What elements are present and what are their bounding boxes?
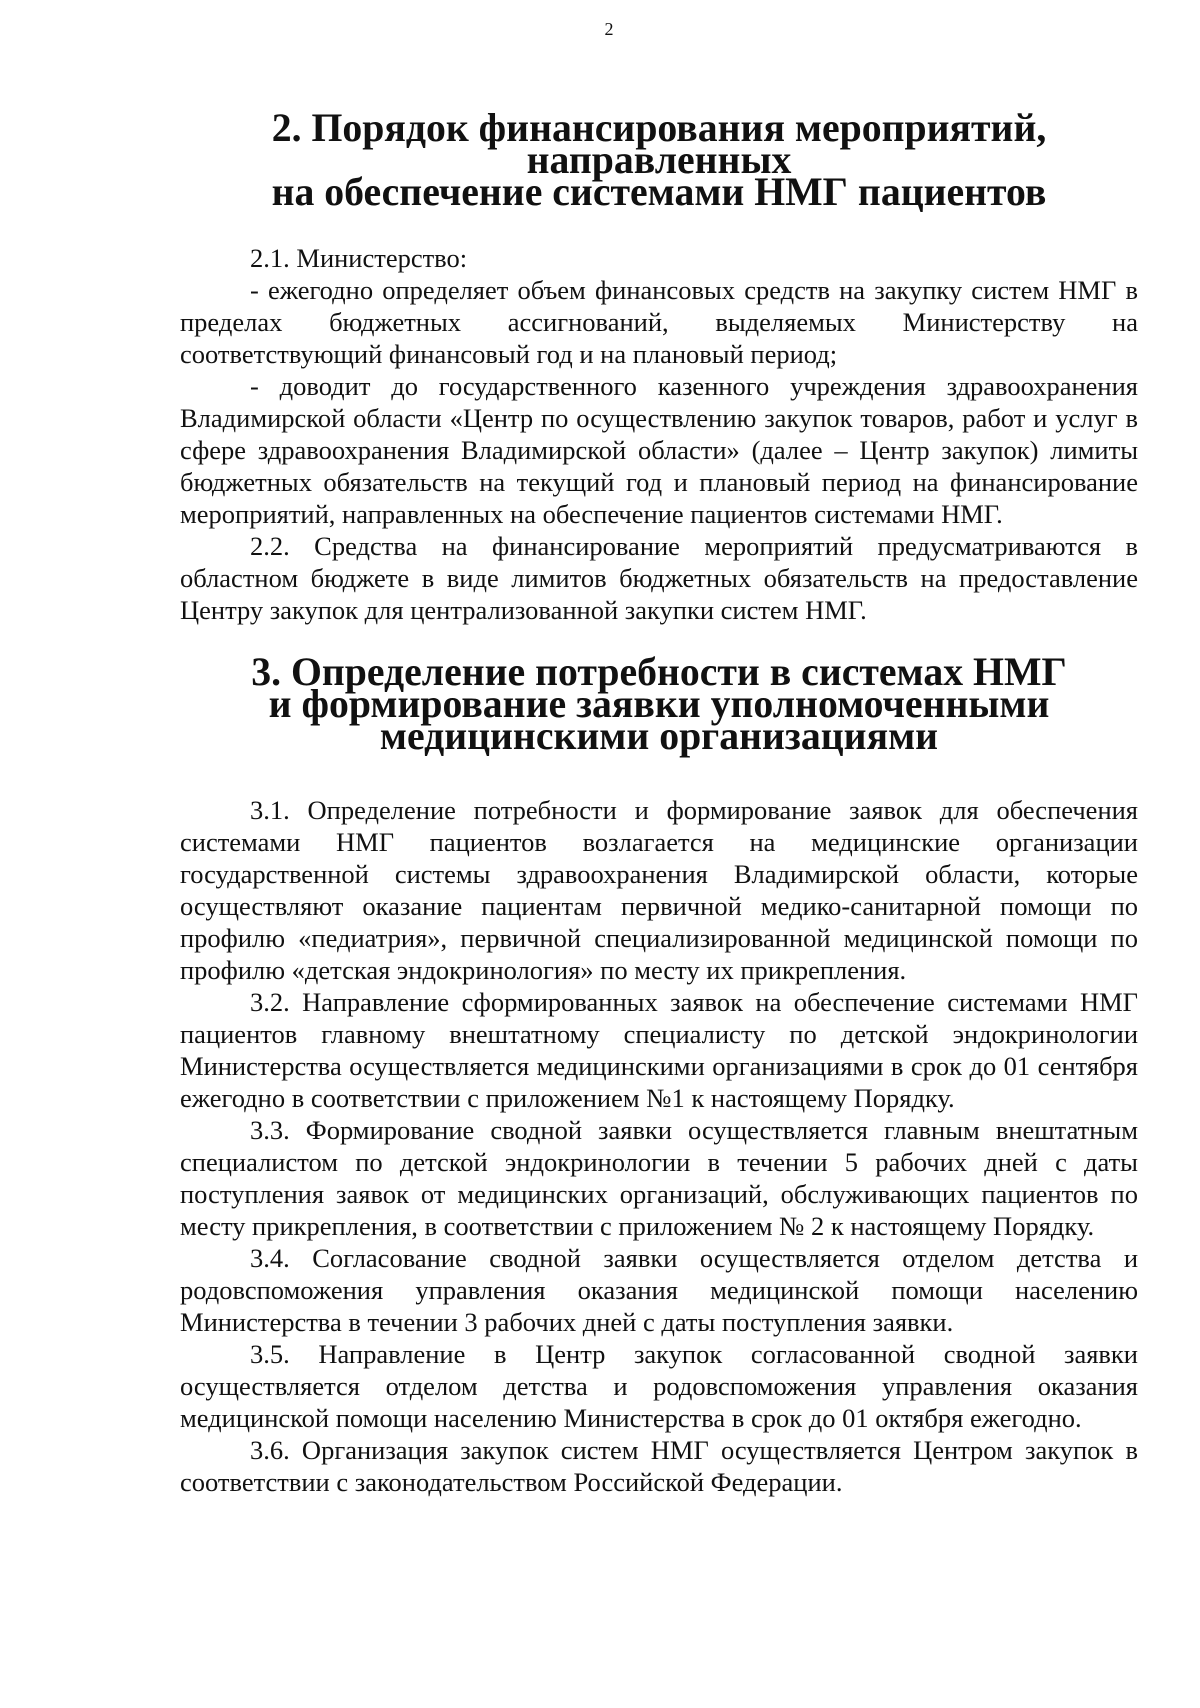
section-3-title	[180, 650, 1138, 758]
paragraph-3-6: 3.6. Организация закупок систем НМГ осуществляется Центром закупок в соответствии с законодательством Российской Федерации.	[180, 1435, 1138, 1497]
paragraph-2-1-item-2: - доводит до государственного казенного учреждения здравоохранения Владимирской области «Центр по осуществлению закупок товаров, работ и услуг в сфере здравоохранения Владимирской области» (далее – Центр закупок) лимиты бюджетных обязательств на текущий год и плановый период на финансирование мероприятий, направленных на обеспечение пациентов системами НМГ.	[180, 371, 1138, 529]
paragraph-3-1: 3.1. Определение потребности и формирование заявок для обеспечения системами НМГ пациентов возлагается на медицинские организации государственной системы здравоохранения Владимирской области, которые осуществляют оказание пациентам первичной медико-санитарной помощи по профилю «педиатрия», первичной специализированной медицинской помощи по профилю «детская эндокринология» по месту их прикрепления.	[180, 795, 1138, 985]
section-2-title	[180, 106, 1138, 214]
paragraph-3-5: 3.5. Направление в Центр закупок согласованной сводной заявки осуществляется отделом детства и родовспоможения управления оказания медицинской помощи населению Министерства в срок до 01 октября ежегодно.	[180, 1339, 1138, 1433]
section-3-title-line: 3. Определение потребности в системах НМГ	[251, 650, 1067, 694]
paragraph-2-1-item-1: - ежегодно определяет объем финансовых средств на закупку систем НМГ в пределах бюджетных ассигнований, выделяемых Министерству на соответствующий финансовый год и на плановый период;	[180, 275, 1138, 369]
paragraph-2-1: 2.1. Министерство:	[250, 243, 468, 273]
paragraph-3-3: 3.3. Формирование сводной заявки осуществляется главным внештатным специалистом по детской эндокринологии в течении 5 рабочих дней с даты поступления заявок от медицинских организаций, обслуживающих пациентов по месту прикрепления, в соответствии с приложением № 2 к настоящему Порядку.	[180, 1115, 1138, 1241]
document-body	[180, 106, 1138, 1498]
page-number: 2	[604, 19, 614, 39]
paragraph-3-2: 3.2. Направление сформированных заявок на обеспечение системами НМГ пациентов главному внештатному специалисту по детской эндокринологии Министерства осуществляется медицинскими организациями в срок до 01 сентября ежегодно в соответствии с приложением №1 к настоящему Порядку.	[180, 987, 1138, 1113]
paragraph-3-4: 3.4. Согласование сводной заявки осуществляется отделом детства и родовспоможения управления оказания медицинской помощи населению Министерства в течении 3 рабочих дней с даты поступления заявки.	[180, 1243, 1138, 1337]
section-3-title-line: медицинскими организациями	[379, 714, 939, 758]
section-3-title-line: и формирование заявки уполномоченными	[268, 682, 1050, 726]
spacer	[180, 752, 1138, 794]
section-2-title-line: 2. Порядок финансирования мероприятий, направленных	[271, 106, 1047, 182]
paragraph-2-2: 2.2. Средства на финансирование мероприятий предусматриваются в областном бюджете в виде лимитов бюджетных обязательств на предоставление Центру закупок для централизованной закупки систем НМГ.	[180, 531, 1138, 625]
section-2-title-line: на обеспечение системами НМГ пациентов	[271, 170, 1047, 214]
